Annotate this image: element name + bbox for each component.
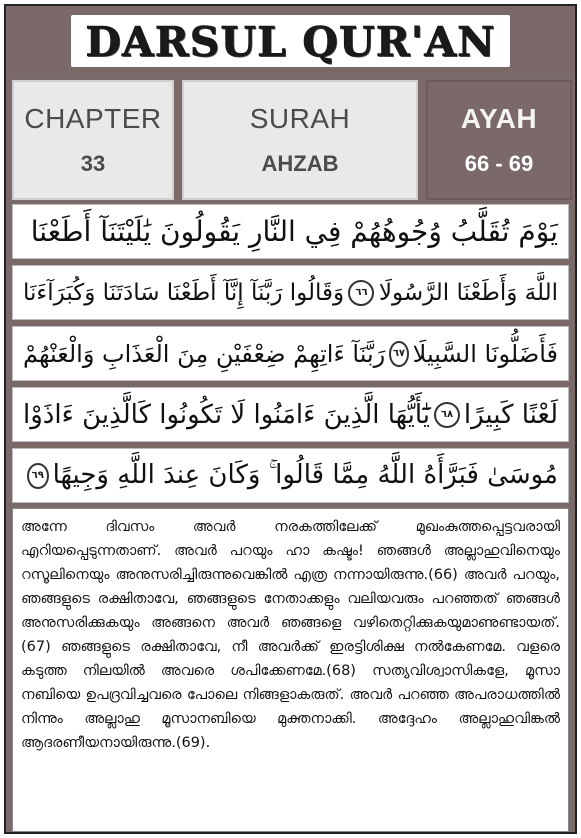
arabic-verses (12, 204, 569, 504)
malayalam-translation: അന്നേ ദിവസം അവർ നരകത്തിലേക്ക് മുഖംകുത്തപ്പെട്ടവരായി എറിയപ്പെടുന്നതാണ്. അവർ പറയും ഹാ കഷ്ടം! ഞങ്ങൾ അല്ലാഹുവിനെയും റസൂലിനെയും അനുസരിച്ചിരുന്നുവെങ്കിൽ എത്ര നന്നായിരുന്നു.(66) അവർ പറയും, ഞങ്ങളുടെ രക്ഷിതാവേ, ഞങ്ങളുടെ നേതാക്കളും വലിയവരും പറഞ്ഞത് ഞങ്ങൾ അനുസരിക്കുകയും അങ്ങനെ അവർ ഞങ്ങളെ വഴിതെറ്റിക്കുകയുമാണുണ്ടായത്.(67) ഞങ്ങളുടെ രക്ഷിതാവേ, നീ അവർക്ക് ഇരട്ടിശിക്ഷ നൽകേണമേ. വളരെ കടുത്ത നിലയിൽ അവരെ ശപിക്കേണമേ.(68) സത്യവിശ്വാസികളേ, മൂസാ നബിയെ ഉപദ്രവിച്ചവരെ പോലെ നിങ്ങളാകരുത്. അവർ പറഞ്ഞ അപരാധത്തിൽ നിന്നും അല്ലാഹു മൂസാനബിയെ മുക്തനാക്കി. അദ്ദേഹം അല്ലാഹുവിങ്കൽ ആദരണീയനായിരുന്നു.(69). (12, 508, 569, 832)
chapter-cell (12, 80, 174, 200)
ayah-number-marker: ٦٩ (27, 463, 49, 489)
arabic-text: فَأَضَلُّونَا السَّبِيلَا (412, 339, 558, 368)
arabic-line-4 (12, 387, 569, 442)
arabic-text: وَقَالُوا رَبَّنَآ إِنَّآ أَطَعْنَا سَادَتَنَا وَكُبَرَآءَنَا (23, 279, 345, 306)
ayah-number-marker: ٦٦ (348, 280, 374, 306)
arabic-line-2 (12, 265, 569, 320)
arabic-text: يَٰٓأَيُّهَا الَّذِينَ ءَامَنُوا لَا تَكُونُوا كَالَّذِينَ ءَاذَوْا (23, 399, 431, 430)
chapter-label: CHAPTER (24, 103, 162, 134)
page-title: DARSUL QUR'AN (85, 18, 496, 66)
surah-value: AHZAB (261, 151, 339, 176)
title-bar (6, 6, 575, 76)
ayah-number-marker: ٦٧ (389, 341, 408, 367)
ayah-cell (426, 80, 572, 200)
ayah-number-marker: ٦٨ (434, 402, 460, 428)
darsul-quran-card (4, 4, 577, 834)
arabic-text: اللَّهَ وَأَطَعْنَا الرَّسُولَا (378, 279, 558, 306)
arabic-line-1 (12, 204, 569, 259)
title-plate (71, 15, 509, 67)
arabic-text: يَوْمَ تُقَلَّبُ وُجُوهُهُمْ فِي النَّارِ يَقُولُونَ يَٰلَيْتَنَآ أَطَعْنَا (30, 215, 558, 248)
arabic-line-3 (12, 326, 569, 381)
arabic-line-5 (12, 448, 569, 503)
chapter-value: 33 (80, 151, 106, 176)
ayah-label: AYAH (460, 103, 538, 134)
reference-row (6, 80, 575, 200)
ayah-value: 66 - 69 (464, 151, 534, 176)
arabic-text: مُوسَىٰ فَبَرَّأَهُ اللَّهُ مِمَّا قَالُوا ۚ وَكَانَ عِندَ اللَّهِ وَجِيهًا (52, 460, 558, 490)
surah-label: SURAH (249, 103, 351, 134)
arabic-text: رَبَّنَآ ءَاتِهِمْ ضِعْفَيْنِ مِنَ الْعَذَابِ وَالْعَنْهُمْ (23, 339, 386, 368)
surah-cell (182, 80, 418, 200)
arabic-text: لَعْنًا كَبِيرًا (463, 399, 558, 430)
